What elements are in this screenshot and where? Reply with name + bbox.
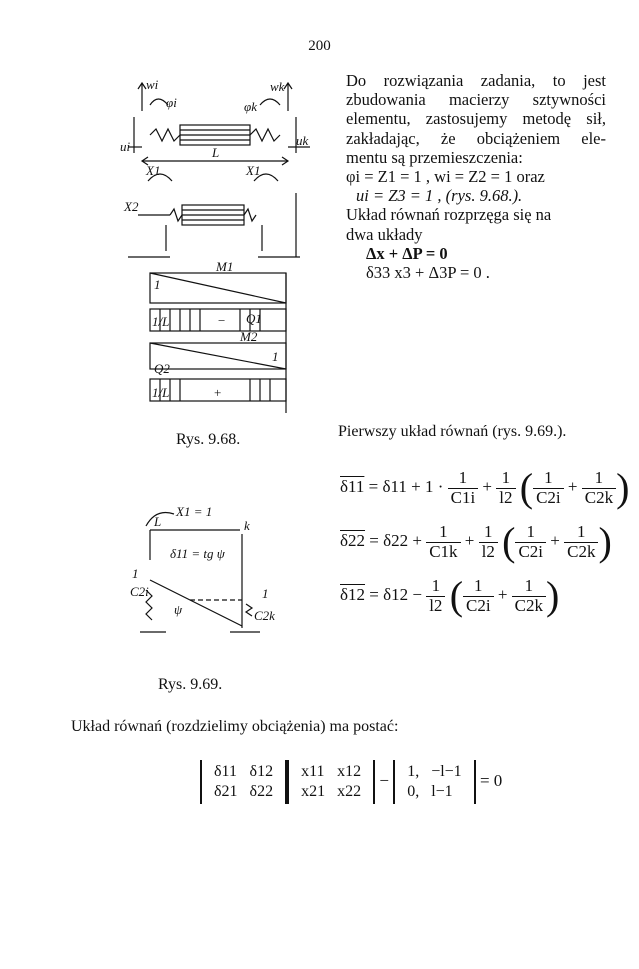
m3-11: 1,	[407, 763, 420, 780]
d22-l2: l2	[481, 541, 495, 561]
label-q1: Q1	[246, 311, 262, 326]
load-separation-label: Układ równań (rozdzielimy obciążenia) ma postać:	[71, 718, 399, 735]
m3-12: −l−1	[431, 763, 462, 780]
label-x2: X2	[124, 199, 139, 214]
equation-d12: δ12 = δ12 − $\frac{1}{l2}$ ( $\frac{1}{C2i}$ + $\frac{1}{C2k}$ )	[340, 573, 560, 618]
d22-c2k: C2k	[567, 541, 596, 561]
d12-lhs: δ12	[340, 584, 366, 604]
label-m1-one: 1	[154, 277, 161, 292]
matrix-eq-zero: = 0	[479, 770, 503, 790]
label-phi-i: φi	[166, 95, 177, 110]
d11-c2i: C2i	[536, 487, 561, 507]
intro-line-3: elementu, zastosujemy metodę sił,	[346, 109, 606, 129]
caption-9-69: Rys. 9.69.	[158, 676, 223, 693]
d12-rhs: = δ12 −	[369, 584, 422, 604]
d22-rhs: = δ22 +	[369, 530, 422, 550]
page-number: 200	[308, 38, 331, 54]
d22-lhs: δ22	[340, 530, 366, 550]
equation-d22: δ22 = δ22 + $\frac{1}{C1k}$ + $\frac{1}{l2}$ ( $\frac{1}{C2i}$ + $\frac{1}{C2k}$ )	[340, 519, 612, 564]
condition-line-1: φi = Z1 = 1 , wi = Z2 = 1 oraz	[346, 167, 545, 187]
label-k: k	[244, 518, 250, 533]
label-x1-one: X1 = 1	[176, 504, 213, 519]
first-system-label: Pierwszy układ równań (rys. 9.69.).	[338, 423, 567, 440]
intro-line-5: mentu są przemieszczenia:	[346, 147, 523, 167]
d22-c2i: C2i	[518, 541, 544, 561]
m2-11: x11	[301, 763, 325, 780]
spring-left	[150, 129, 180, 141]
matrix-delta	[200, 760, 287, 804]
d12-l2: l2	[429, 595, 443, 615]
decoupling-line-1: Układ równań rozprzęga się na	[346, 205, 552, 225]
intro-line-1: Do rozwiązania zadania, to jest	[346, 71, 606, 90]
m2-21: x21	[301, 783, 326, 800]
system-equation-1: Δx + ΔP = 0	[366, 243, 448, 263]
label-phi-k: φk	[244, 99, 257, 114]
q2-sign: +	[214, 385, 222, 400]
decoupling-line-2: dwa układy	[346, 224, 423, 244]
label-c2k: C2k	[254, 608, 275, 623]
m1-12: δ12	[249, 763, 274, 780]
m1-21: δ21	[214, 783, 238, 800]
label-q2-value: 1/L	[152, 385, 170, 400]
label-ui: ui	[120, 139, 131, 154]
d12-c2k: C2k	[514, 595, 544, 615]
caption-9-68: Rys. 9.68.	[176, 431, 241, 448]
m1-22: δ22	[249, 783, 274, 800]
matrix-load	[393, 760, 476, 804]
m3-22: l−1	[431, 783, 453, 800]
rotated-beam	[150, 580, 242, 626]
label-m2: M2	[240, 329, 258, 344]
label-one-right: 1	[262, 586, 269, 601]
matrix-minus: −	[379, 770, 389, 790]
matrix-equation	[200, 760, 502, 804]
system-equation-2: δ33 x3 + Δ3P = 0 .	[366, 263, 490, 283]
label-one-left: 1	[132, 566, 139, 581]
d11-c2k: C2k	[584, 487, 614, 507]
label-wi: wi	[146, 77, 159, 92]
label-uk: uk	[296, 133, 309, 148]
equation-d11: δ11 = δ11 + 1 · $\frac{1}{C1i}$ + $\frac{1}{l2}$ ( $\frac{1}{C2i}$ + $\frac{1}{C2k}$ )	[340, 465, 630, 510]
label-x1-right: X1	[246, 163, 261, 178]
figure-9-69	[130, 500, 290, 640]
d11-lhs: δ11	[340, 476, 365, 496]
matrix-x	[287, 760, 375, 804]
m1-11: δ11	[214, 763, 237, 780]
label-q1-value: 1/L	[152, 314, 170, 329]
intro-line-2: zbudowania macierzy sztywności	[346, 90, 606, 110]
spring-right	[250, 129, 280, 141]
label-L-969: L	[154, 514, 162, 529]
d11-c1i: C1i	[450, 487, 476, 507]
d22-c1k: C1k	[429, 541, 458, 561]
label-m2-one: 1	[272, 349, 279, 364]
phi-k-arrow	[260, 99, 280, 105]
d11-rhs: = δ11 + 1 ·	[368, 476, 444, 496]
label-q2: Q2	[154, 361, 170, 376]
label-wk: wk	[270, 79, 285, 94]
q1-sign: −	[218, 313, 226, 328]
label-x1-left: X1	[146, 163, 161, 178]
m2-22: x22	[337, 783, 362, 800]
spring-c2k	[246, 604, 252, 616]
label-psi: ψ	[174, 602, 183, 617]
intro-line-4: zakładając, że obciążeniem ele-	[346, 128, 606, 148]
d11-l2: l2	[499, 487, 513, 507]
m2-12: x12	[337, 763, 362, 780]
intro-paragraph	[346, 71, 606, 282]
d12-c2i: C2i	[466, 595, 491, 615]
figure-9-68	[120, 75, 310, 415]
label-c2i: C2i	[130, 584, 149, 599]
label-delta-tg: δ11 = tg ψ	[170, 546, 225, 561]
condition-line-2: ui = Z3 = 1 , (rys. 9.68.).	[356, 186, 523, 206]
label-L: L	[212, 145, 220, 160]
m3-21: 0,	[407, 783, 420, 800]
label-m1: M1	[216, 259, 234, 274]
